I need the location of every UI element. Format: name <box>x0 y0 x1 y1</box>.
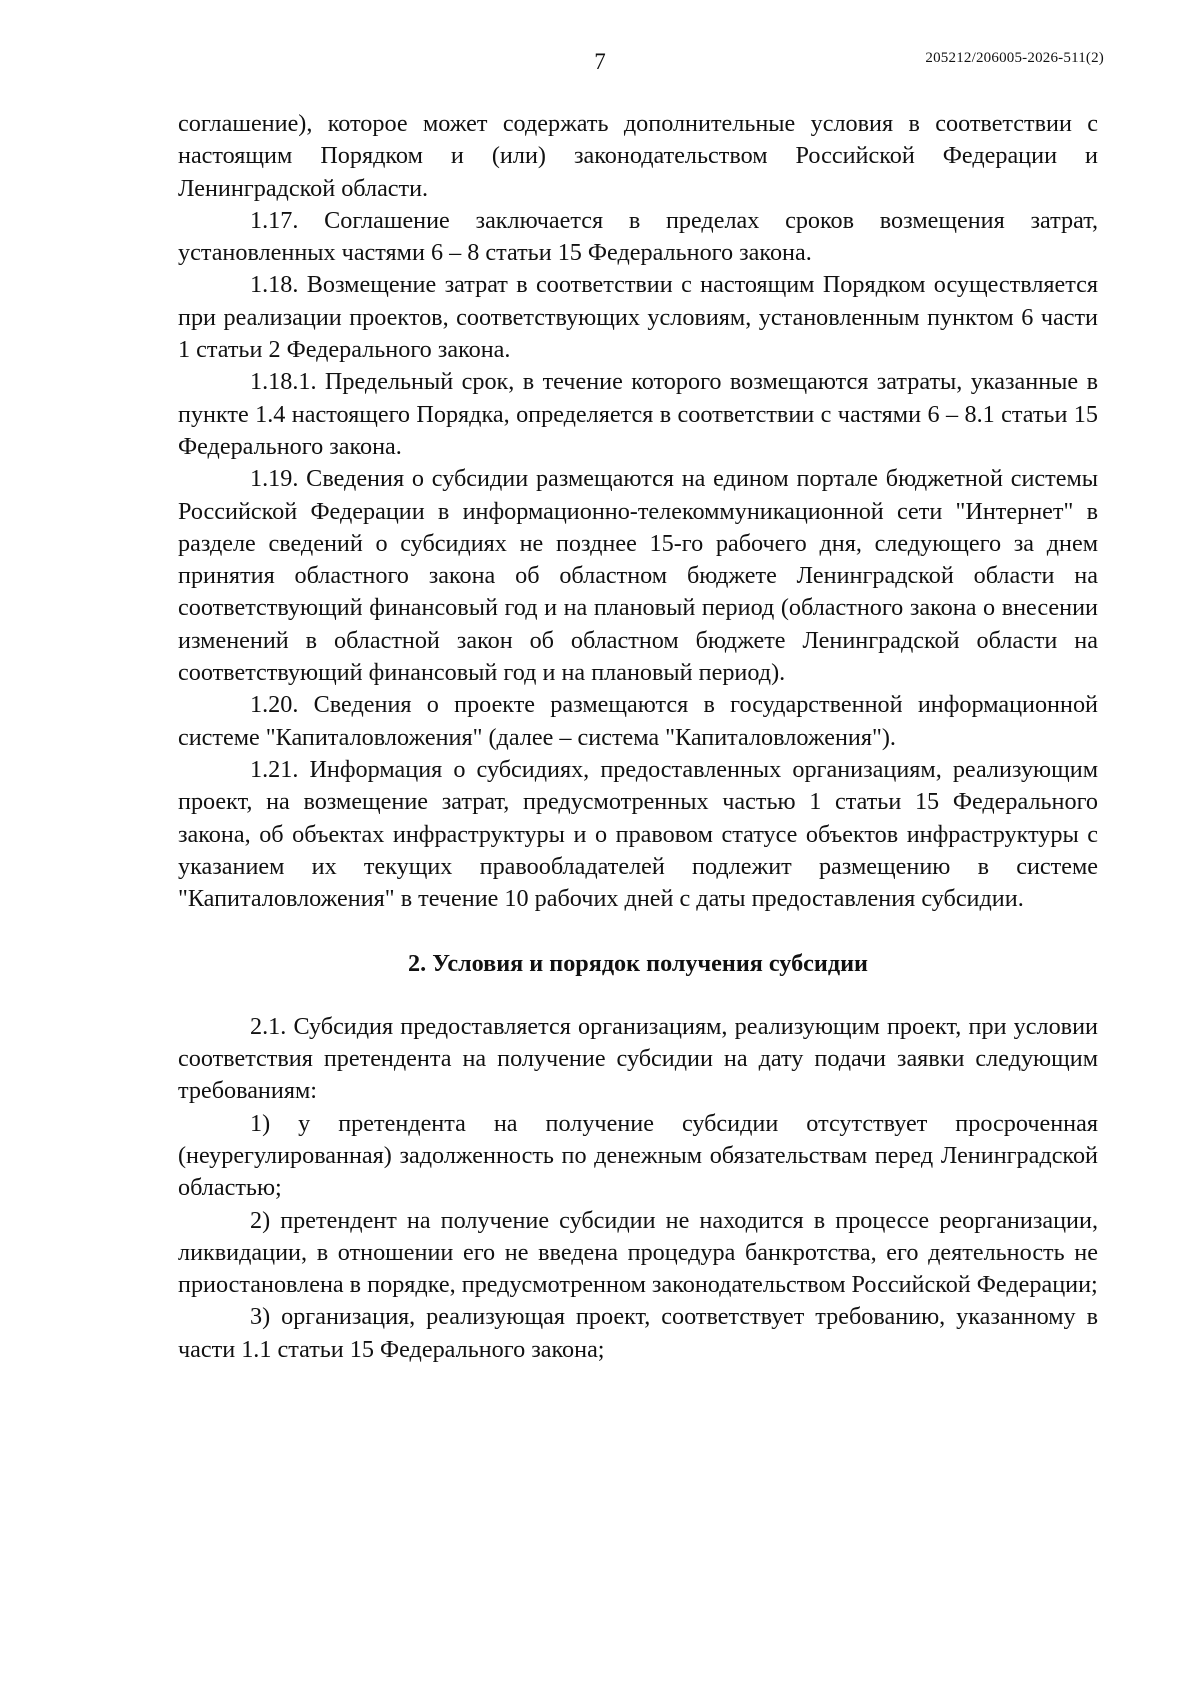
document-code: 205212/206005-2026-511(2) <box>925 50 1104 66</box>
paragraph-1-17: 1.17. Соглашение заключается в пределах сроков возмещения затрат, установленных частями 6 – 8 статьи 15 Федерального закона. <box>178 206 1098 267</box>
paragraph-1-19: 1.19. Сведения о субсидии размещаются на едином портале бюджетной системы Российской Федерации в информационно-телекоммуникационной сети "Интернет" в разделе сведений о субсидиях не позднее 15-го рабочего дня, следующего за днем принятия областного закона об областном бюджете Ленинградской области на соответствующий финансовый год и на плановый период (областного закона о внесении изменений в областной закон об областном бюджете Ленинградской области на соответствующий финансовый год и на плановый период). <box>178 465 1098 687</box>
list-item-3: 3) организация, реализующая проект, соответствует требованию, указанному в части 1.1 статьи 15 Федерального закона; <box>178 1303 1098 1363</box>
section-heading: 2. Условия и порядок получения субсидии <box>408 950 868 978</box>
document-body <box>178 108 1098 1366</box>
list-item-2: 2) претендент на получение субсидии не находится в процессе реорганизации, ликвидации, в отношении его не введена процедура банкротства, его деятельность не приостановлена в порядке, предусмотренном законодательством Российской Федерации; <box>178 1206 1098 1299</box>
paragraph-1-18-1: 1.18.1. Предельный срок, в течение которого возмещаются затраты, указанные в пункте 1.4 настоящего Порядка, определяется в соответствии с частями 6 – 8.1 статьи 15 Федерального закона. <box>178 368 1098 460</box>
paragraph-2-1: 2.1. Субсидия предоставляется организациям, реализующим проект, при условии соответствия претендента на получение субсидии на дату подачи заявки следующим требованиям: <box>178 1012 1098 1105</box>
paragraph-1-18: 1.18. Возмещение затрат в соответствии с настоящим Порядком осуществляется при реализации проектов, соответствующих условиям, установленным пунктом 6 части 1 статьи 2 Федерального закона. <box>178 271 1098 364</box>
paragraph-1-21: 1.21. Информация о субсидиях, предоставленных организациям, реализующим проект, на возмещение затрат, предусмотренных частью 1 статьи 15 Федерального закона, об объектах инфраструктуры и о правовом статусе объектов инфраструктуры с указанием их текущих правообладателей подлежит размещению в системе "Капиталовложения" в течение 10 рабочих дней с даты предоставления субсидии. <box>178 755 1098 913</box>
list-item-1: 1) у претендента на получение субсидии отсутствует просроченная (неурегулированная) задолженность по денежным обязательствам перед Ленинградской областью; <box>178 1109 1098 1202</box>
paragraph-1-20: 1.20. Сведения о проекте размещаются в государственной информационной системе "Капиталовложения" (далее – система "Капиталовложения"). <box>178 691 1098 751</box>
paragraph-continuation: соглашение), которое может содержать дополнительные условия в соответствии с настоящим Порядком и (или) законодательством Российской Федерации и Ленинградской области. <box>178 110 1098 202</box>
page-number: 7 <box>594 49 606 74</box>
